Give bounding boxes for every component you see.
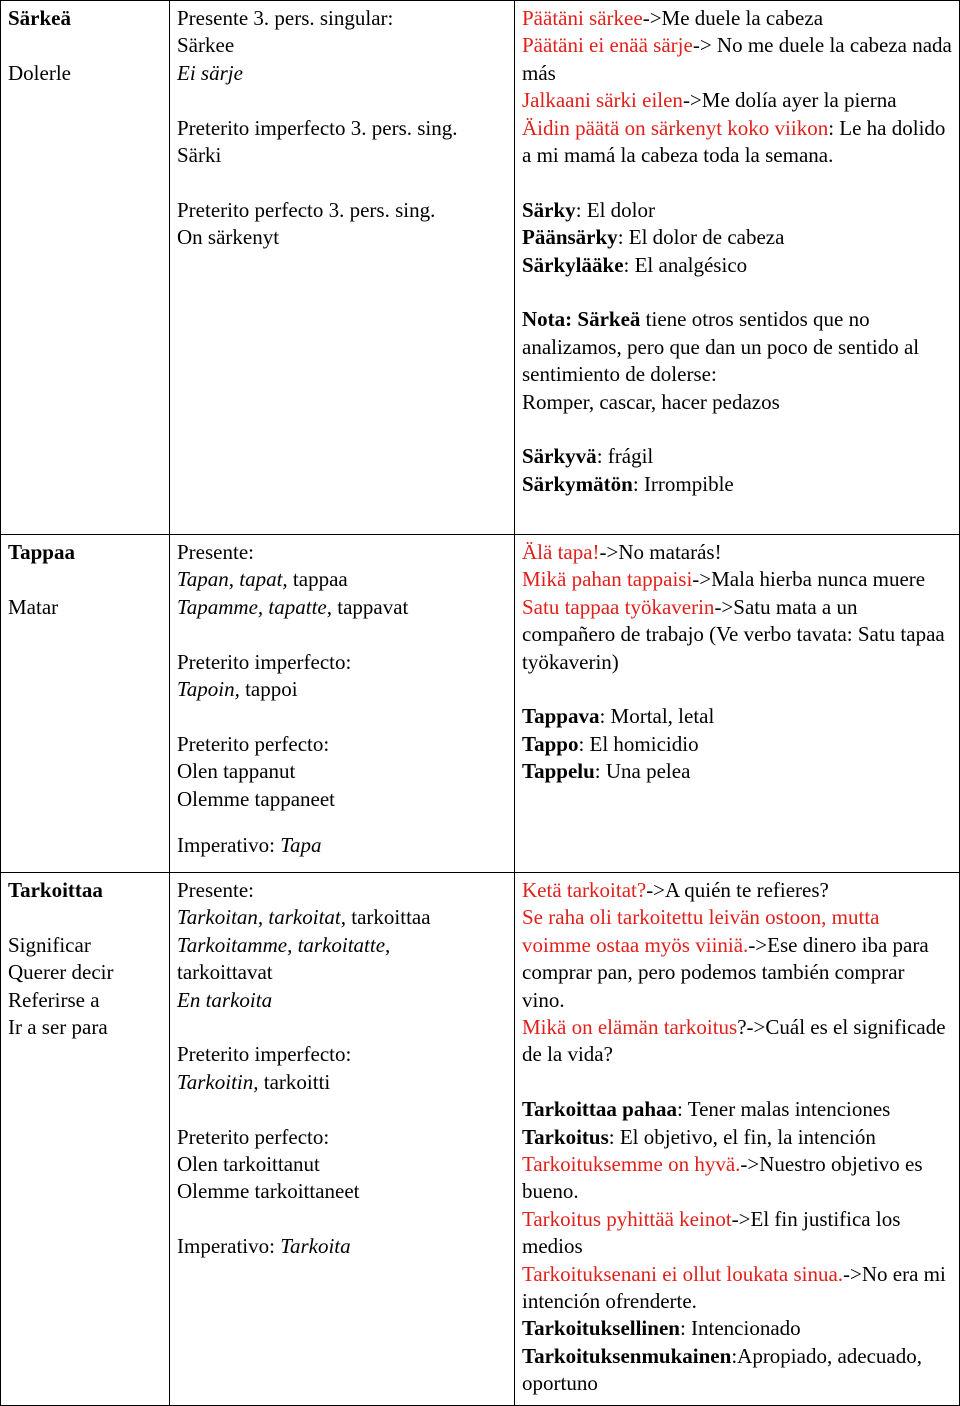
example: Päätäni särkee->Me duele la cabeza <box>522 6 824 30</box>
present-form: tarkoittavat <box>177 960 273 985</box>
imperfect-form: Tarkoitin, tarkoitti <box>177 1069 331 1094</box>
present-form: Tapamme, tapatte, tappavat <box>177 594 409 619</box>
present-negative: En tarkoita <box>177 987 273 1012</box>
word-title: Särkeä <box>8 6 71 30</box>
definition: Päänsärky: El dolor de cabeza <box>522 225 785 250</box>
definition: Tarkoitus: El objetivo, el fin, la intención <box>522 1124 876 1149</box>
definition: Tarkoituksenmukainen:Apropiado, adecuado, oportuno <box>522 1343 922 1396</box>
example: Tarkoituksemme on hyvä.->Nuestro objetivo es bueno. <box>522 1152 923 1204</box>
example: Päätäni ei enää särje-> No me duele la cabeza nada más <box>522 33 952 85</box>
imperfect-label: Preterito imperfecto 3. pers. sing. <box>177 115 458 140</box>
present-label: Presente: <box>177 540 254 564</box>
example: Satu tappaa työkaverin->Satu mata a un compañero de trabajo (Ve verbo tavata: Satu tapaa työkaverin) <box>522 594 945 674</box>
perfect-label: Preterito perfecto 3. pers. sing. <box>177 197 436 222</box>
word-title: Tarkoittaa <box>8 878 103 902</box>
meaning: Matar <box>8 594 59 619</box>
example: Älä tapa!->No matarás! <box>522 540 722 564</box>
example: Se raha oli tarkoitettu leivän ostoon, mutta voimme ostaa myös viiniä.->Ese dinero iba para comprar pan, pero podemos también comprar vino. <box>522 905 929 1012</box>
conjugation-cell <box>170 873 515 1406</box>
word-cell <box>1 873 170 1406</box>
definition: Tarkoittaa pahaa: Tener malas intenciones <box>522 1097 891 1122</box>
examples-cell <box>515 1 960 535</box>
definition: Tappava: Mortal, letal <box>522 704 715 729</box>
meaning: Ir a ser para <box>8 1015 108 1040</box>
definition: Särkylääke: El analgésico <box>522 252 748 277</box>
example: Tarkoituksenani ei ollut loukata sinua.->No era mi intención ofrenderte. <box>522 1261 946 1314</box>
note: Nota: Särkeä tiene otros sentidos que no analizamos, pero que dan un poco de sentido al sentimiento de dolerse: <box>522 307 920 387</box>
imperfect-label: Preterito imperfecto: <box>177 649 352 674</box>
examples-cell <box>515 535 960 873</box>
present-negative: Ei särje <box>177 60 243 85</box>
perfect-label: Preterito perfecto: <box>177 731 330 756</box>
table-row <box>1 535 960 873</box>
meaning: Significar <box>8 932 91 957</box>
examples-cell <box>515 873 960 1406</box>
example: Mikä pahan tappaisi->Mala hierba nunca muere <box>522 567 926 592</box>
meaning: Referirse a <box>8 987 100 1012</box>
present-label: Presente: <box>177 878 254 902</box>
note-line: Romper, cascar, hacer pedazos <box>522 389 780 414</box>
imperfect-form: Tapoin, tappoi <box>177 677 298 702</box>
definition: Särkymätön: Irrompible <box>522 471 734 496</box>
imperative: Imperativo: Tarkoita <box>177 1234 351 1259</box>
present-form: Tarkoitamme, tarkoitatte, <box>177 932 391 957</box>
definition: Tappelu: Una pelea <box>522 759 691 784</box>
example: Äidin päätä on särkenyt koko viikon: Le ha dolido a mi mamá la cabeza toda la semana. <box>522 115 946 168</box>
meaning: Dolerle <box>8 60 71 85</box>
imperative: Imperativo: Tapa <box>177 833 322 857</box>
perfect-form: Olemme tarkoittaneet <box>177 1179 360 1204</box>
example: Ketä tarkoitat?->A quién te refieres? <box>522 878 829 902</box>
conjugation-cell <box>170 1 515 535</box>
definition: Särky: El dolor <box>522 197 656 222</box>
table-row <box>1 873 960 1406</box>
imperfect-form: Särki <box>177 143 222 168</box>
word-cell <box>1 535 170 873</box>
example: Mikä on elämän tarkoitus?->Cuál es el significade de la vida? <box>522 1015 946 1067</box>
word-cell <box>1 1 170 535</box>
table-row <box>1 1 960 535</box>
conjugation-cell <box>170 535 515 873</box>
perfect-form: Olemme tappaneet <box>177 786 336 811</box>
definition: Särkyvä: frágil <box>522 444 654 469</box>
example: Jalkaani särki eilen->Me dolía ayer la pierna <box>522 88 897 113</box>
present-label: Presente 3. pers. singular: <box>177 6 394 30</box>
definition: Tappo: El homicidio <box>522 731 699 756</box>
perfect-label: Preterito perfecto: <box>177 1124 330 1149</box>
imperfect-label: Preterito imperfecto: <box>177 1042 352 1067</box>
perfect-form: Olen tarkoittanut <box>177 1152 320 1177</box>
perfect-form: On särkenyt <box>177 225 280 250</box>
perfect-form: Olen tappanut <box>177 759 296 784</box>
meaning: Querer decir <box>8 960 114 985</box>
present-form: Särkee <box>177 33 235 58</box>
word-title: Tappaa <box>8 540 75 564</box>
definition: Tarkoituksellinen: Intencionado <box>522 1316 801 1341</box>
example: Tarkoitus pyhittää keinot->El fin justifica los medios <box>522 1206 901 1259</box>
present-form: Tapan, tapat, tappaa <box>177 567 348 592</box>
present-form: Tarkoitan, tarkoitat, tarkoittaa <box>177 905 431 930</box>
